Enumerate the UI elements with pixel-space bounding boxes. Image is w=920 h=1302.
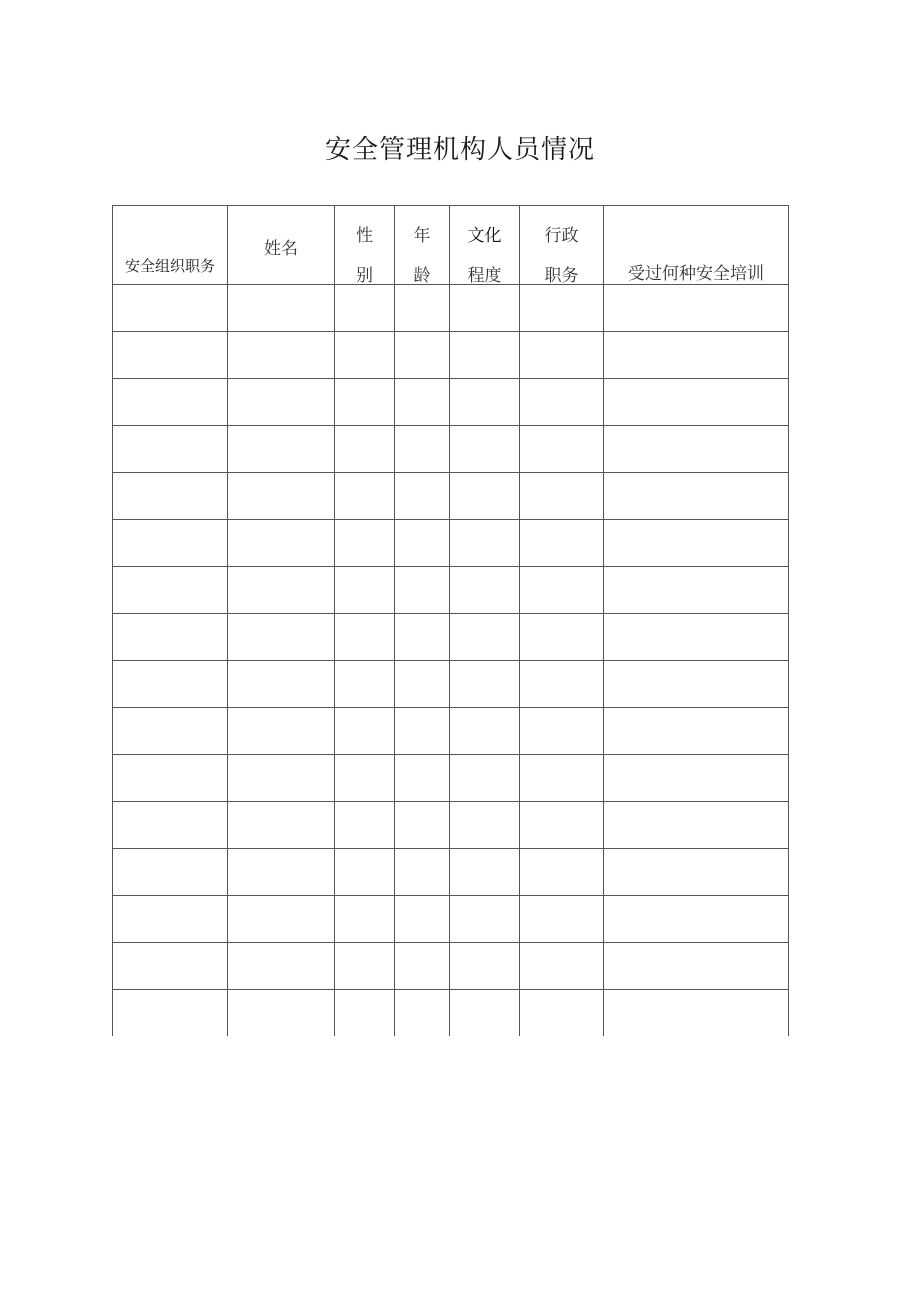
table-row	[113, 379, 789, 426]
cell-training	[604, 990, 789, 1037]
cell-training	[604, 849, 789, 896]
cell-admin	[520, 520, 604, 567]
cell-role	[113, 473, 228, 520]
cell-admin	[520, 567, 604, 614]
cell-admin	[520, 896, 604, 943]
cell-gender	[335, 285, 395, 332]
cell-age	[395, 849, 450, 896]
cell-name	[228, 332, 335, 379]
cell-education	[450, 426, 520, 473]
cell-admin	[520, 708, 604, 755]
header-role-cell	[113, 206, 228, 285]
table-row	[113, 332, 789, 379]
cell-role	[113, 567, 228, 614]
cell-age	[395, 896, 450, 943]
cell-gender	[335, 896, 395, 943]
cell-admin	[520, 943, 604, 990]
cell-age	[395, 802, 450, 849]
cell-name	[228, 285, 335, 332]
cell-admin	[520, 802, 604, 849]
table-body	[113, 285, 789, 1037]
cell-age	[395, 943, 450, 990]
cell-age	[395, 426, 450, 473]
cell-name	[228, 708, 335, 755]
cell-age	[395, 285, 450, 332]
cell-education	[450, 849, 520, 896]
cell-age	[395, 473, 450, 520]
table-row	[113, 802, 789, 849]
cell-age	[395, 567, 450, 614]
cell-admin	[520, 473, 604, 520]
cell-gender	[335, 849, 395, 896]
cell-name	[228, 990, 335, 1037]
cell-education	[450, 708, 520, 755]
cell-role	[113, 614, 228, 661]
cell-training	[604, 473, 789, 520]
cell-role	[113, 896, 228, 943]
cell-role	[113, 426, 228, 473]
cell-education	[450, 379, 520, 426]
cell-admin	[520, 755, 604, 802]
header-role: 安全组织职务	[124, 257, 215, 275]
header-training: 受过何种安全培训	[628, 264, 764, 284]
cell-training	[604, 567, 789, 614]
cell-education	[450, 473, 520, 520]
cell-name	[228, 520, 335, 567]
cell-age	[395, 661, 450, 708]
header-admin-cell	[520, 206, 604, 285]
table-row	[113, 755, 789, 802]
cell-gender	[335, 567, 395, 614]
header-education-cell	[450, 206, 520, 285]
header-age-cell	[395, 206, 450, 285]
cell-training	[604, 379, 789, 426]
cell-name	[228, 426, 335, 473]
cell-role	[113, 379, 228, 426]
header-education-top: 文化	[467, 226, 502, 246]
table-row	[113, 567, 789, 614]
cell-age	[395, 332, 450, 379]
cell-admin	[520, 849, 604, 896]
cell-gender	[335, 614, 395, 661]
cell-age	[395, 708, 450, 755]
cell-training	[604, 708, 789, 755]
cell-admin	[520, 285, 604, 332]
cell-admin	[520, 661, 604, 708]
cell-name	[228, 802, 335, 849]
cell-admin	[520, 332, 604, 379]
header-gender-top: 性	[356, 226, 373, 246]
cell-role	[113, 990, 228, 1037]
cell-role	[113, 802, 228, 849]
cell-name	[228, 567, 335, 614]
table-row	[113, 614, 789, 661]
table-row	[113, 520, 789, 567]
header-admin-bottom: 职务	[544, 266, 579, 286]
cell-role	[113, 285, 228, 332]
cell-training	[604, 755, 789, 802]
cell-gender	[335, 661, 395, 708]
cell-education	[450, 332, 520, 379]
cell-name	[228, 755, 335, 802]
header-gender-cell	[335, 206, 395, 285]
cell-gender	[335, 473, 395, 520]
table-row	[113, 473, 789, 520]
table-row	[113, 661, 789, 708]
table-row	[113, 426, 789, 473]
cell-education	[450, 661, 520, 708]
cell-name	[228, 614, 335, 661]
cell-gender	[335, 755, 395, 802]
cell-gender	[335, 990, 395, 1037]
table-row	[113, 285, 789, 332]
cell-age	[395, 379, 450, 426]
header-gender-bottom: 别	[356, 266, 373, 286]
page-title: 安全管理机构人员情况	[324, 135, 595, 165]
cell-admin	[520, 990, 604, 1037]
cell-age	[395, 520, 450, 567]
cell-gender	[335, 426, 395, 473]
cell-gender	[335, 943, 395, 990]
cell-role	[113, 661, 228, 708]
table-row	[113, 708, 789, 755]
table-row	[113, 849, 789, 896]
cell-education	[450, 520, 520, 567]
cell-training	[604, 285, 789, 332]
cell-education	[450, 896, 520, 943]
cell-training	[604, 802, 789, 849]
header-name-cell	[228, 206, 335, 285]
cell-education	[450, 802, 520, 849]
cell-name	[228, 661, 335, 708]
cell-name	[228, 896, 335, 943]
header-training-cell	[604, 206, 789, 285]
cell-admin	[520, 379, 604, 426]
cell-gender	[335, 708, 395, 755]
cell-education	[450, 943, 520, 990]
cell-training	[604, 426, 789, 473]
personnel-table	[112, 205, 789, 1036]
header-name: 姓名	[264, 239, 298, 259]
header-age-bottom: 龄	[413, 266, 431, 286]
cell-education	[450, 755, 520, 802]
cell-education	[450, 614, 520, 661]
cell-name	[228, 473, 335, 520]
cell-name	[228, 943, 335, 990]
cell-admin	[520, 426, 604, 473]
cell-training	[604, 332, 789, 379]
cell-education	[450, 990, 520, 1037]
cell-gender	[335, 520, 395, 567]
table-header-row	[113, 206, 789, 285]
cell-training	[604, 943, 789, 990]
cell-gender	[335, 332, 395, 379]
cell-training	[604, 896, 789, 943]
cell-role	[113, 520, 228, 567]
header-age-top: 年	[413, 226, 431, 246]
table-row	[113, 943, 789, 990]
cell-age	[395, 614, 450, 661]
cell-role	[113, 332, 228, 379]
cell-name	[228, 849, 335, 896]
header-education-bottom: 程度	[467, 266, 502, 286]
cell-age	[395, 755, 450, 802]
cell-role	[113, 755, 228, 802]
table-row	[113, 990, 789, 1037]
header-admin-top: 行政	[544, 226, 579, 246]
cell-age	[395, 990, 450, 1037]
cell-role	[113, 943, 228, 990]
cell-gender	[335, 802, 395, 849]
table-row	[113, 896, 789, 943]
cell-training	[604, 520, 789, 567]
cell-name	[228, 379, 335, 426]
cell-education	[450, 285, 520, 332]
cell-education	[450, 567, 520, 614]
cell-role	[113, 708, 228, 755]
cell-role	[113, 849, 228, 896]
cell-gender	[335, 379, 395, 426]
cell-admin	[520, 614, 604, 661]
cell-training	[604, 661, 789, 708]
cell-training	[604, 614, 789, 661]
